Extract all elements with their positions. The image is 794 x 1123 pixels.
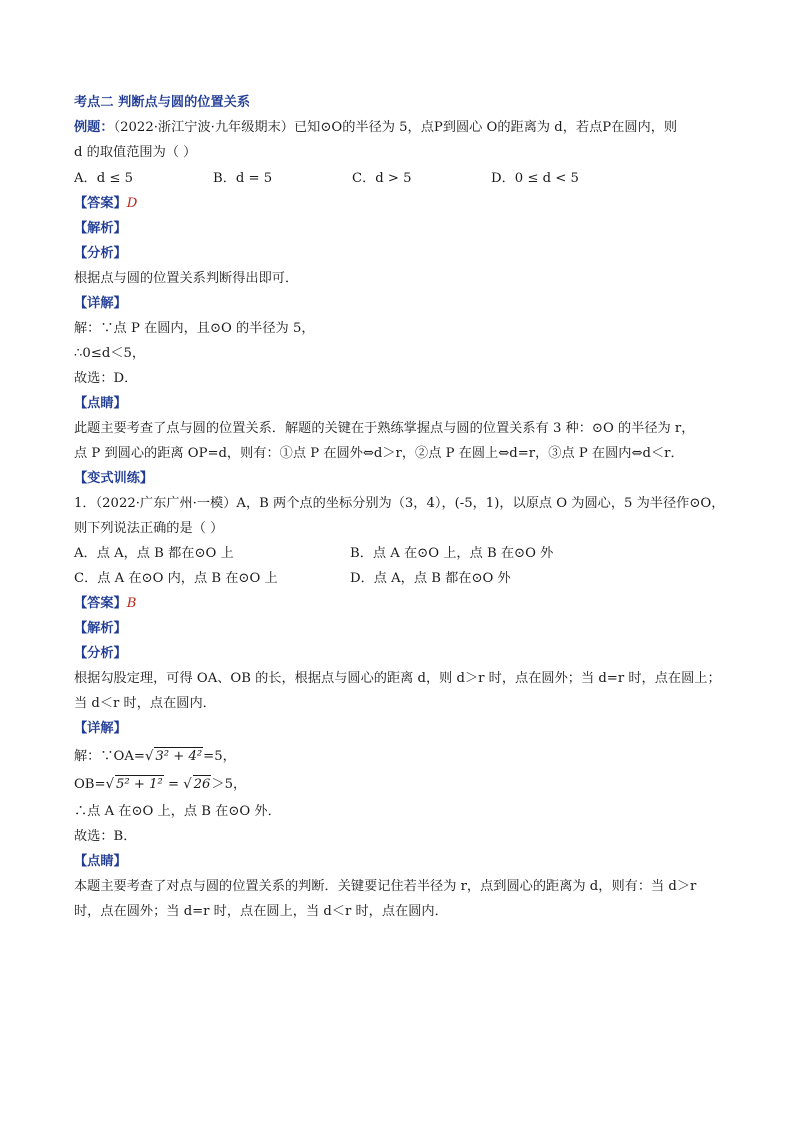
practice-detail-oa <box>74 747 734 766</box>
practice-options-row-2 <box>74 570 734 588</box>
example-option-d: D．0 ≤ d < 5 <box>491 171 579 186</box>
practice-answer-label: 【答案】 <box>74 596 127 611</box>
oa-suffix: =5， <box>203 749 236 764</box>
answer-label: 【答案】 <box>74 196 127 211</box>
practice-detail-ob <box>74 775 734 794</box>
practice-option-a: A．点 A，点 B 都在⊙O 上 <box>74 546 234 561</box>
example-option-c: C．d > 5 <box>352 171 412 186</box>
practice-comment-line-2: 时，点在圆外；当 d=r 时，点在圆上，当 d＜r 时，点在圆内． <box>74 904 448 919</box>
fenxi-label: 【分析】 <box>74 246 127 261</box>
practice-analysis-label: 【解析】 <box>74 621 127 636</box>
comment-line-2: 点 P 到圆心的距离 OP=d，则有：①点 P 在圆外⇔d＞r，②点 P 在圆上⇔d=r，③点 P 在圆内⇔d＜r． <box>74 446 684 461</box>
comment-line-1: 此题主要考查了点与圆的位置关系．解题的关键在于熟练掌握点与圆的位置关系有 3 种：⊙O 的半径为 r， <box>74 421 695 436</box>
practice-detail-line-4: 故选：B． <box>74 829 137 844</box>
fenxi-text: 根据点与圆的位置关系判断得出即可． <box>74 271 299 286</box>
example-option-b: B．d = 5 <box>213 171 273 186</box>
practice-fenxi-line-1: 根据勾股定理，可得 OA、OB 的长，根据点与圆心的距离 d，则 d＞r 时，点在圆外；当 d=r 时，点在圆上； <box>74 671 721 686</box>
example-stem-line-1 <box>74 119 734 137</box>
ob-radicand: 5² + 1² <box>115 777 163 792</box>
practice-options-row-1 <box>74 545 734 563</box>
ob-mid: = <box>163 777 184 792</box>
practice-label: 【变式训练】 <box>74 471 154 486</box>
analysis-label: 【解析】 <box>74 221 127 236</box>
answer-value: D <box>126 196 138 211</box>
practice-option-c: C．点 A 在⊙O 内，点 B 在⊙O 上 <box>74 571 278 586</box>
practice-option-d: D．点 A，点 B 都在⊙O 外 <box>350 571 511 586</box>
oa-radicand: 3² + 4² <box>155 749 203 764</box>
practice-answer <box>74 595 734 613</box>
practice-fenxi-label: 【分析】 <box>74 646 127 661</box>
practice-detail-line-3: ∴点 A 在⊙O 上，点 B 在⊙O 外． <box>74 804 281 819</box>
detail-line-1: 解：∵点 P 在圆内，且⊙O 的半径为 5， <box>74 321 315 336</box>
example-stem-line-2: d 的取值范围为（ ） <box>74 145 197 160</box>
detail-line-2: ∴0≤d＜5， <box>74 346 146 361</box>
ob-suffix: ＞5， <box>211 777 247 792</box>
sqrt-icon: √ <box>183 777 192 792</box>
document-page <box>74 94 734 921</box>
practice-option-b: B．点 A 在⊙O 上，点 B 在⊙O 外 <box>350 546 554 561</box>
ob-prefix: OB= <box>74 777 106 792</box>
example-stem-text-1: （2022·浙江宁波·九年级期末）已知⊙O的半径为 5，点P到圆心 O的距离为 d，若点P在圆内，则 <box>113 120 678 135</box>
detail-label: 【详解】 <box>74 296 127 311</box>
example-answer <box>74 195 734 213</box>
comment-label: 【点睛】 <box>74 396 127 411</box>
practice-detail-label: 【详解】 <box>74 721 127 736</box>
practice-q1-line-1: 1．（2022·广东广州·一模）A，B 两个点的坐标分别为（3，4），(-5，1)，以原点 O 为圆心，5 为半径作⊙O， <box>74 496 725 511</box>
example-options <box>74 170 734 188</box>
practice-comment-label: 【点睛】 <box>74 854 127 869</box>
ob-radicand-2: 26 <box>193 777 211 792</box>
practice-answer-value: B <box>126 596 137 611</box>
example-option-a: A．d ≤ 5 <box>74 171 133 186</box>
practice-comment-line-1: 本题主要考查了对点与圆的位置关系的判断．关键要记住若半径为 r，点到圆心的距离为 d，则有：当 d＞r <box>74 879 697 894</box>
practice-fenxi-line-2: 当 d＜r 时，点在圆内． <box>74 696 216 711</box>
sqrt-icon: √ <box>105 777 114 792</box>
detail-line-3: 故选：D． <box>74 371 138 386</box>
sqrt-icon: √ <box>144 749 154 764</box>
example-label: 例题： <box>74 120 114 135</box>
oa-prefix: 解：∵OA= <box>74 749 145 764</box>
section-title: 考点二 判断点与圆的位置关系 <box>74 95 251 110</box>
practice-q1-line-2: 则下列说法正确的是（ ） <box>74 521 224 536</box>
